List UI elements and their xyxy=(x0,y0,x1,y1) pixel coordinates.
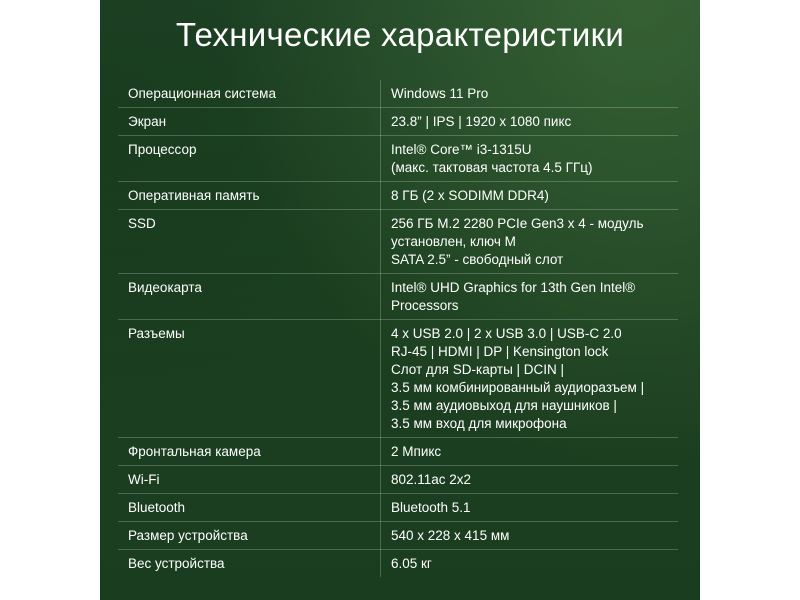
spec-row xyxy=(118,274,678,320)
spec-key: Оперативная память xyxy=(118,182,381,210)
spec-row xyxy=(118,522,678,550)
spec-value-line: 23.8” | IPS | 1920 x 1080 пикс xyxy=(391,114,572,129)
spec-value xyxy=(381,438,679,466)
spec-key: Видеокарта xyxy=(118,274,381,320)
spec-row xyxy=(118,494,678,522)
spec-value-line: 540 x 228 x 415 мм xyxy=(391,528,510,543)
spec-value xyxy=(381,182,679,210)
spec-value xyxy=(381,274,679,320)
spec-value-line: 3.5 мм комбинированный аудиоразъем | xyxy=(391,380,645,395)
spec-row xyxy=(118,438,678,466)
spec-key: Экран xyxy=(118,108,381,136)
spec-value xyxy=(381,136,679,182)
spec-value-line: SATA 2.5” - свободный слот xyxy=(391,252,564,267)
spec-value xyxy=(381,80,679,108)
spec-value-line: 2 Мпикс xyxy=(391,444,442,459)
spec-value-line: 3.5 мм аудиовыход для наушников | xyxy=(391,398,617,413)
spec-key: Wi-Fi xyxy=(118,466,381,494)
spec-key: Операционная система xyxy=(118,80,381,108)
spec-value-line: Bluetooth 5.1 xyxy=(391,500,471,515)
spec-value xyxy=(381,550,679,578)
spec-value xyxy=(381,320,679,438)
spec-value-line: 4 x USB 2.0 | 2 x USB 3.0 | USB-C 2.0 xyxy=(391,326,622,341)
spec-row xyxy=(118,550,678,578)
spec-value-line: Intel® UHD Graphics for 13th Gen Intel® xyxy=(391,280,636,295)
page-title: Технические характеристики xyxy=(175,16,625,53)
spec-value-line: Intel® Core™ i3-1315U xyxy=(391,142,532,157)
spec-row xyxy=(118,210,678,274)
spec-value-line: 256 ГБ M.2 2280 PCIe Gen3 x 4 - модуль xyxy=(391,216,644,231)
spec-value-line: 8 ГБ (2 x SODIMM DDR4) xyxy=(391,188,549,203)
spec-value-line: Windows 11 Pro xyxy=(391,86,489,101)
spec-row xyxy=(118,108,678,136)
spec-key: Вес устройства xyxy=(118,550,381,578)
spec-value-line: 6.05 кг xyxy=(391,556,432,571)
spec-row xyxy=(118,320,678,438)
spec-value xyxy=(381,522,679,550)
spec-value xyxy=(381,494,679,522)
spec-key: Размер устройства xyxy=(118,522,381,550)
spec-key: Разъемы xyxy=(118,320,381,438)
spec-value xyxy=(381,108,679,136)
spec-row xyxy=(118,136,678,182)
spec-row xyxy=(118,80,678,108)
spec-card xyxy=(100,0,700,600)
spec-value-line: RJ-45 | HDMI | DP | Kensington lock xyxy=(391,344,609,359)
spec-value xyxy=(381,466,679,494)
spec-row xyxy=(118,182,678,210)
spec-value-line: Слот для SD-карты | DCIN | xyxy=(391,362,565,377)
spec-key: Фронтальная камера xyxy=(118,438,381,466)
spec-table xyxy=(118,80,678,577)
spec-value-line: установлен, ключ M xyxy=(391,234,516,249)
spec-key: Bluetooth xyxy=(118,494,381,522)
spec-value-line: 3.5 мм вход для микрофона xyxy=(391,416,567,431)
spec-value-line: 802.11ac 2x2 xyxy=(391,472,472,487)
spec-value-line: (макс. тактовая частота 4.5 ГГц) xyxy=(391,160,593,175)
spec-key: SSD xyxy=(118,210,381,274)
spec-key: Процессор xyxy=(118,136,381,182)
spec-table-body xyxy=(118,80,678,577)
spec-row xyxy=(118,466,678,494)
spec-value-line: Processors xyxy=(391,298,459,313)
spec-value xyxy=(381,210,679,274)
